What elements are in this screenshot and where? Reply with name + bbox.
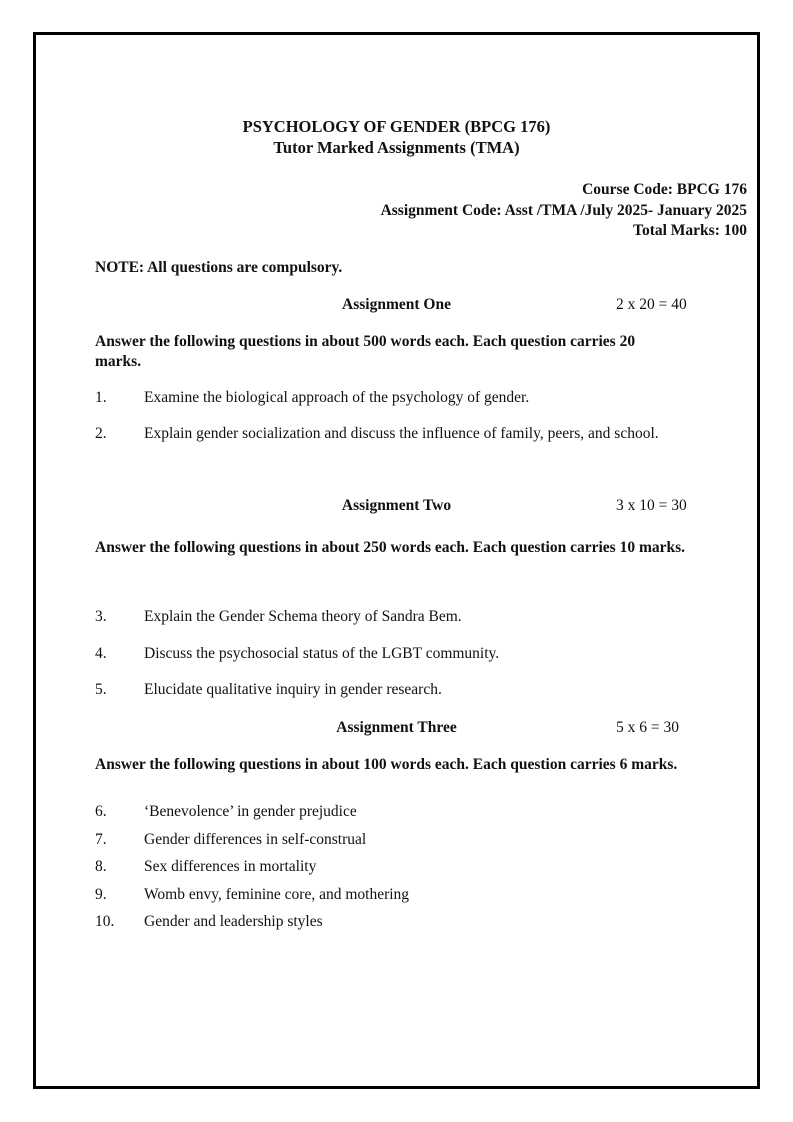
- document-header: [36, 116, 757, 158]
- question-number: 6.: [95, 802, 107, 820]
- section-title: Assignment One: [342, 295, 451, 313]
- question-text: Sex differences in mortality: [144, 857, 317, 875]
- document-subtitle: Tutor Marked Assignments (TMA): [273, 138, 520, 157]
- question-number: 2.: [95, 424, 107, 442]
- question-number: 4.: [95, 644, 107, 662]
- question-text: Examine the biological approach of the psychology of gender.: [144, 388, 530, 406]
- marks-formula: 5 x 6 = 30: [616, 718, 679, 736]
- question-number: 9.: [95, 885, 107, 903]
- instruction-assignment-two: [36, 538, 757, 558]
- total-marks: Total Marks: 100: [633, 222, 747, 239]
- question-number: 7.: [95, 830, 107, 848]
- question-text: Womb envy, feminine core, and mothering: [144, 885, 410, 903]
- question-row: [36, 644, 757, 663]
- question-number: 1.: [95, 388, 107, 406]
- document-title: PSYCHOLOGY OF GENDER (BPCG 176): [242, 117, 551, 136]
- question-row: [36, 802, 757, 821]
- question-row: [36, 885, 757, 904]
- instruction-line: Answer the following questions in about 100 words each. Each question carries 6 marks.: [95, 755, 678, 773]
- question-text: Gender differences in self-construal: [144, 830, 367, 848]
- section-title: Assignment Two: [341, 496, 452, 514]
- note-line: NOTE: All questions are compulsory.: [95, 258, 343, 276]
- question-number: 3.: [95, 607, 107, 625]
- question-row: [36, 607, 757, 626]
- instruction-line: marks.: [95, 352, 142, 370]
- question-row: [36, 912, 757, 931]
- section-heading-assignment-one: [36, 295, 757, 314]
- section-heading-assignment-three: [36, 718, 757, 737]
- question-text: Elucidate qualitative inquiry in gender research.: [144, 680, 442, 698]
- question-number: 10.: [95, 912, 115, 930]
- marks-formula: 3 x 10 = 30: [616, 496, 687, 514]
- question-text: Gender and leadership styles: [144, 912, 323, 930]
- question-row: [36, 424, 757, 443]
- question-row: [36, 680, 757, 699]
- instruction-assignment-three: [36, 755, 757, 775]
- section-heading-assignment-two: [36, 496, 757, 515]
- course-code: Course Code: BPCG 176: [582, 181, 747, 198]
- question-text: ‘Benevolence’ in gender prejudice: [144, 802, 357, 820]
- instruction-line: Answer the following questions in about 250 words each. Each question carries 10 marks.: [95, 538, 686, 556]
- marks-formula: 2 x 20 = 40: [616, 295, 687, 313]
- assignment-code: Assignment Code: Asst /TMA /July 2025- January 2025: [380, 201, 747, 219]
- instruction-line: Answer the following questions in about 500 words each. Each question carries 20: [95, 332, 636, 350]
- instruction-assignment-one: [36, 332, 757, 372]
- section-title: Assignment Three: [336, 718, 457, 736]
- question-number: 8.: [95, 857, 107, 875]
- question-text: Explain gender socialization and discuss the influence of family, peers, and school.: [144, 424, 659, 442]
- question-text: Explain the Gender Schema theory of Sandra Bem.: [144, 607, 462, 625]
- meta-block: [36, 180, 757, 242]
- question-row: [36, 857, 757, 876]
- question-text: Discuss the psychosocial status of the LGBT community.: [144, 644, 500, 662]
- question-number: 5.: [95, 680, 107, 698]
- question-row: [36, 388, 757, 407]
- page-border-frame: [33, 32, 760, 1089]
- question-row: [36, 830, 757, 849]
